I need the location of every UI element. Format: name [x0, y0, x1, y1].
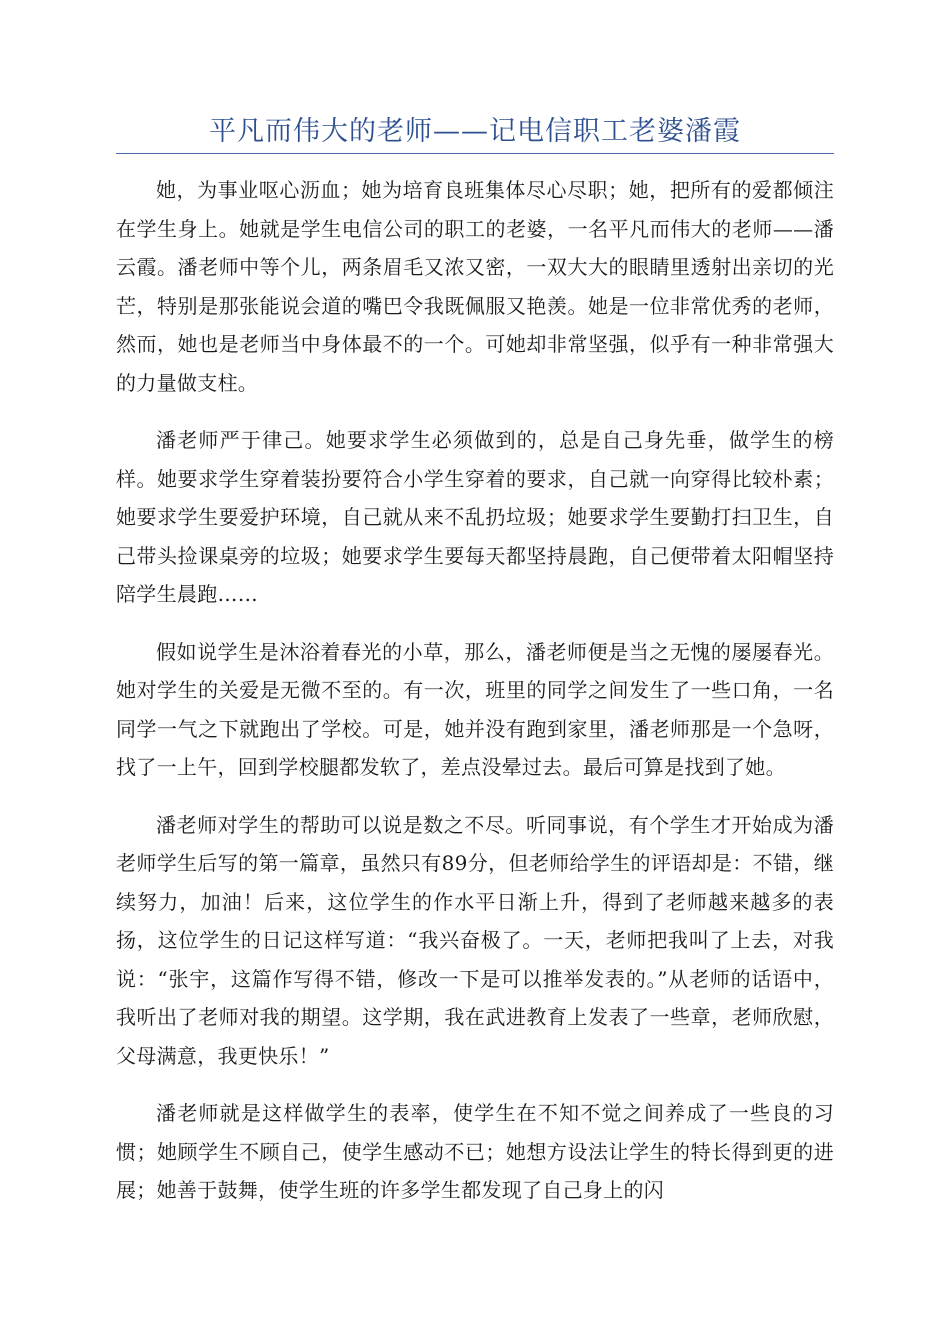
title-underline	[116, 153, 834, 154]
paragraph-3: 假如说学生是沐浴着春光的小草，那么，潘老师便是当之无愧的屡屡春光。她对学生的关爱是无微不至的。有一次，班里的同学之间发生了一些口角，一名同学一气之下就跑出了学校。可是，她并没有跑到家里，潘老师那是一个急呀，找了一上午，回到学校腿都发软了，差点没晕过去。最后可算是找到了她。	[116, 639, 834, 779]
paragraph-4: 潘老师对学生的帮助可以说是数之不尽。听同事说，有个学生才开始成为潘老师学生后写的第一篇章，虽然只有89分，但老师给学生的评语却是：不错，继续努力，加油！后来，这位学生的作水平日渐上升，得到了老师越来越多的表扬，这位学生的日记这样写道：“我兴奋极了。一天，老师把我叫了上去，对我说：“张宇，这篇作写得不错，修改一下是可以推举发表的。”从老师的话语中，我听出了老师对我的期望。这学期，我在武进教育上发表了一些章，老师欣慰，父母满意，我更快乐！”	[116, 812, 834, 1068]
paragraph-1: 她，为事业呕心沥血；她为培育良班集体尽心尽职；她，把所有的爱都倾注在学生身上。她就是学生电信公司的职工的老婆，一名平凡而伟大的老师——潘云霞。潘老师中等个儿，两条眉毛又浓又密，一双大大的眼睛里透射出亲切的光芒，特别是那张能说会道的嘴巴令我既佩服又艳羡。她是一位非常优秀的老师，然而，她也是老师当中身体最不的一个。可她却非常坚强，似乎有一种非常强大的力量做支柱。	[116, 178, 834, 395]
paragraph-5: 潘老师就是这样做学生的表率，使学生在不知不觉之间养成了一些良的习惯；她顾学生不顾自己，使学生感动不已；她想方设法让学生的特长得到更的进展；她善于鼓舞，使学生班的许多学生都发现了自己身上的闪	[116, 1101, 834, 1202]
document-body	[116, 171, 834, 1229]
paragraph-2: 潘老师严于律己。她要求学生必须做到的，总是自己身先垂，做学生的榜样。她要求学生穿着装扮要符合小学生穿着的要求，自己就一向穿得比较朴素；她要求学生要爱护环境，自己就从来不乱扔垃圾；她要求学生要勤打扫卫生，自己带头捡课桌旁的垃圾；她要求学生要每天都坚持晨跑，自己便带着太阳帽坚持陪学生晨跑……	[116, 428, 834, 606]
page-title: 平凡而伟大的老师——记电信职工老婆潘霞	[209, 116, 741, 147]
